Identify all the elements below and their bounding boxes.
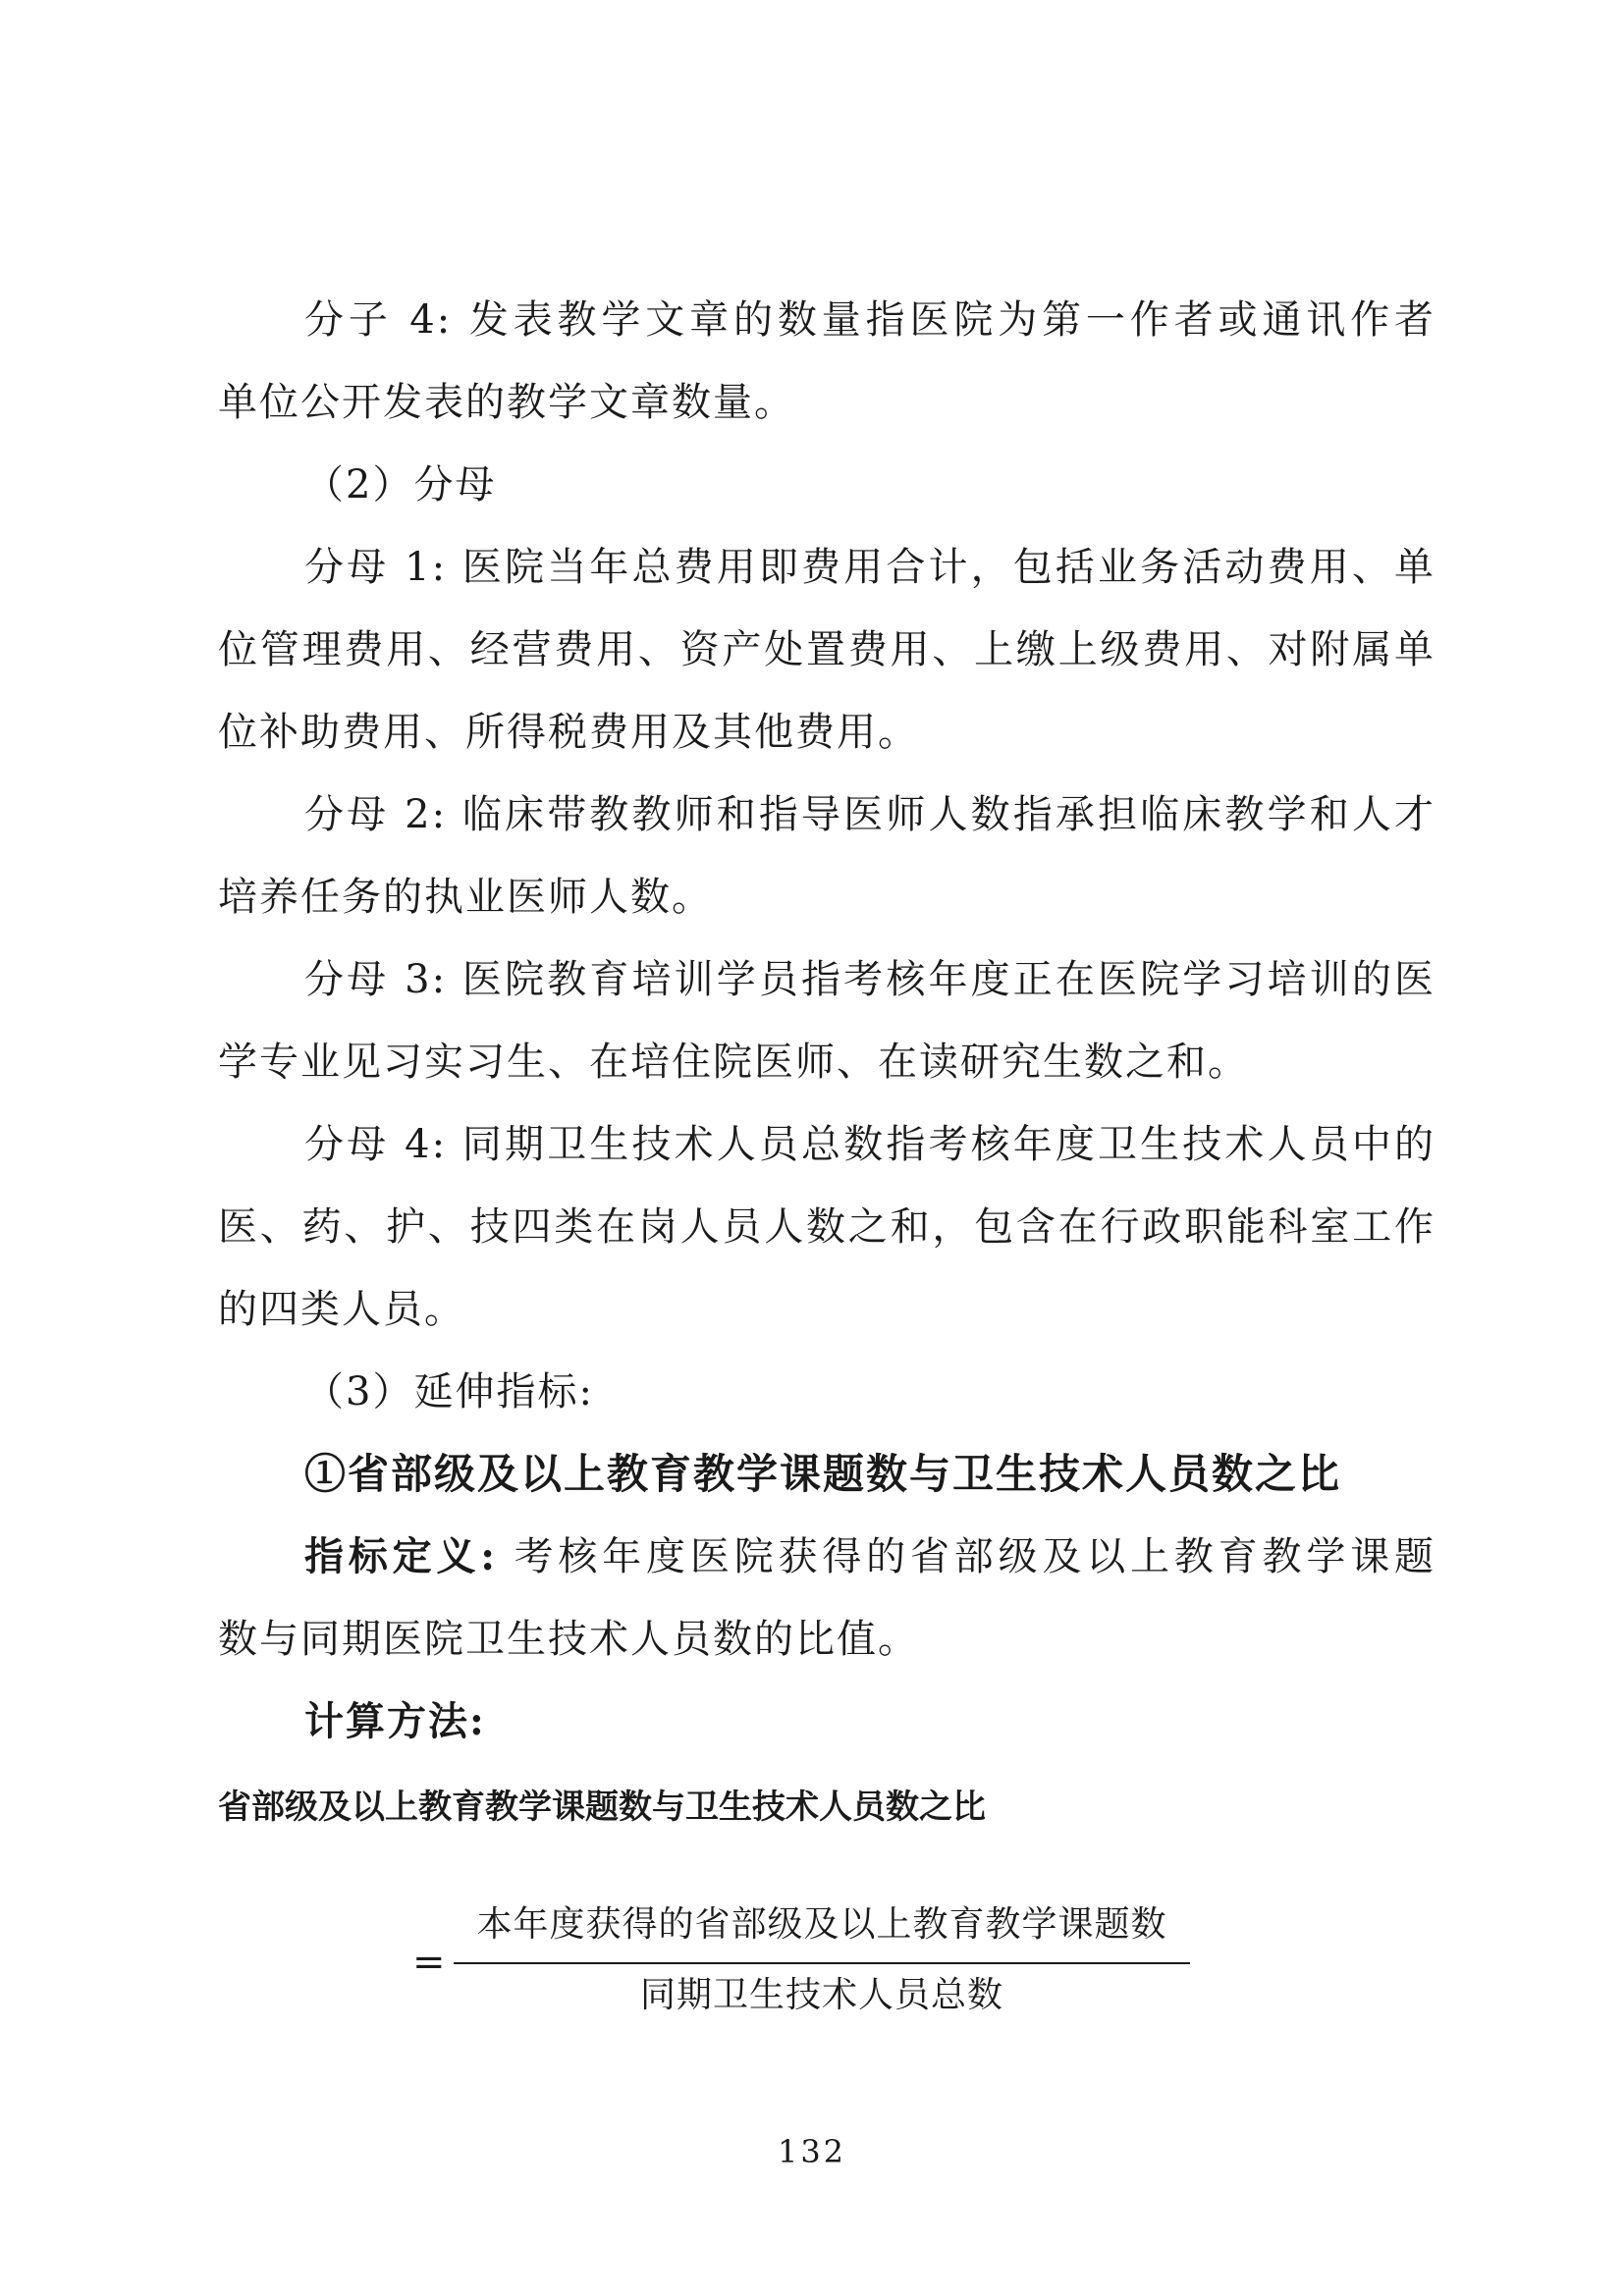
denominator-3-line-2: 学专业见习实习生、在培住院医师、在读研究生数之和。 [218, 1040, 1249, 1085]
denominator-4-line-3: 的四类人员。 [218, 1287, 465, 1332]
page-number: 132 [777, 2133, 847, 2170]
calculation-method-label: 计算方法: [304, 1698, 486, 1744]
indicator-definition-text: 考核年度医院获得的省部级及以上教育教学课题 [497, 1534, 1436, 1579]
numerator-4-line-2: 单位公开发表的教学文章数量。 [218, 380, 795, 425]
denominator-2-line-1: 分母 2: 临床带教教师和指导医师人数指承担临床教学和人才 [304, 792, 1435, 837]
indicator-definition-line-2: 数与同期医院卫生技术人员数的比值。 [218, 1617, 919, 1662]
denominator-4-line-2: 医、药、护、技四类在岗人员人数之和，包含在行政职能科室工作 [218, 1204, 1435, 1250]
ratio-formula [412, 1899, 1198, 2027]
section-denominator-heading: （2）分母 [304, 462, 497, 507]
denominator-1-line-1: 分母 1: 医院当年总费用即费用合计，包括业务活动费用、单 [304, 545, 1435, 590]
indicator-definition-label: 指标定义: [304, 1533, 498, 1579]
denominator-3-line-1: 分母 3: 医院教育培训学员指考核年度正在医院学习培训的医 [304, 957, 1435, 1002]
formula-title: 省部级及以上教育教学课题数与卫生技术人员数之比 [218, 1788, 986, 1827]
denominator-2-line-2: 培养任务的执业医师人数。 [218, 875, 713, 920]
indicator-title: ①省部级及以上教育教学课题数与卫生技术人员数之比 [304, 1450, 1342, 1498]
denominator-1-line-2: 位管理费用、经营费用、资产处置费用、上缴上级费用、对附属单 [218, 627, 1435, 672]
fraction-bar [454, 1962, 1190, 1964]
formula-numerator: 本年度获得的省部级及以上教育教学课题数 [476, 1904, 1167, 1945]
indicator-definition-line-1 [304, 1529, 1435, 1584]
denominator-1-line-3: 位补助费用、所得税费用及其他费用。 [218, 710, 919, 755]
section-extended-indicator-heading: （3）延伸指标: [304, 1369, 594, 1415]
numerator-4-line-1: 分子 4: 发表教学文章的数量指医院为第一作者或通讯作者 [304, 297, 1435, 343]
equals-sign: = [412, 1940, 446, 1985]
formula-denominator: 同期卫生技术人员总数 [639, 1975, 1003, 2015]
denominator-4-line-1: 分母 4: 同期卫生技术人员总数指考核年度卫生技术人员中的 [304, 1122, 1435, 1167]
